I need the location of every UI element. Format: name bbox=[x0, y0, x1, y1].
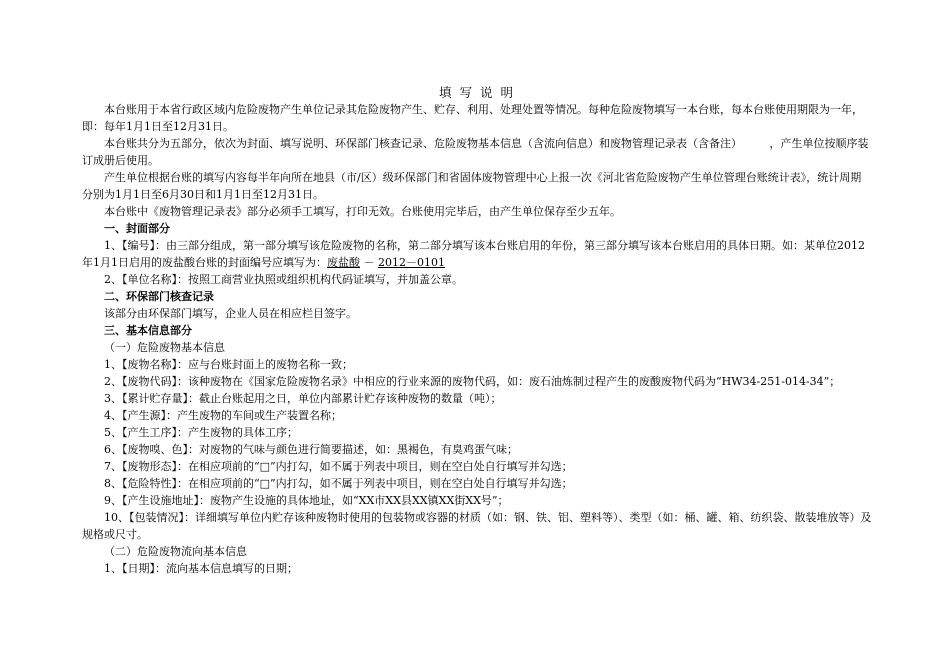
section-heading-cover: 一、封面部分 bbox=[104, 222, 170, 235]
section-heading-basic-info: 三、基本信息部分 bbox=[104, 324, 192, 337]
section-heading-inspection: 二、环保部门核查记录 bbox=[104, 290, 214, 303]
code-example-year: 2012 bbox=[378, 256, 406, 269]
basic-info-item: 5、【产生工序】：产生废物的具体工序； bbox=[104, 426, 298, 439]
basic-info-item: 7、【废物形态】：在相应项前的“□”内打勾，如不属于列表中项目，则在空白处自行填写并勾选； bbox=[104, 460, 573, 473]
basic-info-item: 10、【包装情况】：详细填写单位内贮存该种废物时使用的包装物或容器的材质（如：钢、铁、铝、塑料等）、类型（如：桶、罐、箱、纺织袋、散装堆放等）及规格或尺寸。 bbox=[82, 511, 872, 541]
basic-info-item: 1、【废物名称】：应与台账封面上的废物名称一致； bbox=[104, 358, 353, 371]
flow-info-item: 1、【日期】：流向基本信息填写的日期； bbox=[104, 562, 298, 575]
code-example-date: 0101 bbox=[417, 256, 445, 269]
intro-paragraph-2: 本台账共分为五部分，依次为封面、填写说明、环保部门核查记录、危险废物基本信息（含流向信息）和废物管理记录表（含备注） ，产生单位按顺序装订成册后使用。 bbox=[82, 137, 869, 167]
code-example-name: 废盐酸 bbox=[327, 256, 360, 269]
document-title: 填 写 说 明 bbox=[439, 85, 515, 100]
inspection-body: 该部分由环保部门填写，企业人员在相应栏目签字。 bbox=[104, 307, 357, 320]
code-example-separator: － bbox=[360, 256, 378, 269]
cover-item-number-text: 1、【编号】：由三部分组成，第一部分填写该危险废物的名称，第二部分填写该本台账启用的年份，第三部分填写该本台账启用的具体日期。如：某单位2012年1月1日启用的废盐酸台账的封面编号应填写为： bbox=[82, 239, 865, 269]
basic-info-item: 8、【危险特性】：在相应项前的“□”内打勾，如不属于列表中项目，则在空白处自行填写并勾选； bbox=[104, 477, 573, 490]
intro-paragraph-1: 本台账用于本省行政区域内危险废物产生单位记录其危险废物产生、贮存、利用、处理处置等情况。每种危险废物填写一本台账，每本台账使用期限为一年，即：每年1月1日至12月31日。 bbox=[82, 103, 863, 133]
basic-info-item: 4、【产生源】：产生废物的车间或生产装置名称； bbox=[104, 409, 342, 422]
cover-item-number bbox=[82, 237, 872, 271]
basic-info-item: 2、【废物代码】：该种废物在《国家危险废物名录》中相应的行业来源的废物代码，如：废石油炼制过程产生的废酸废物代码为“HW34-251-014-34”； bbox=[104, 375, 841, 388]
basic-info-item: 9、【产生设施地址】：废物产生设施的具体地址，如“XX市XX县XX镇XX街XX号”； bbox=[104, 494, 509, 507]
code-example-separator-2: － bbox=[406, 256, 417, 269]
basic-info-item: 3、【累计贮存量】：截止台账起用之日，单位内部累计贮存该种废物的数量（吨）； bbox=[104, 392, 502, 405]
subsection-waste-flow-info: （二）危险废物流向基本信息 bbox=[104, 545, 247, 558]
intro-paragraph-4: 本台账中《废物管理记录表》部分必须手工填写，打印无效。台账使用完毕后，由产生单位保存至少五年。 bbox=[104, 205, 621, 218]
subsection-waste-basic-info: （一）危险废物基本信息 bbox=[104, 341, 225, 354]
basic-info-item: 6、【废物嗅、色】：对废物的气味与颜色进行简要描述，如：黑褐色，有臭鸡蛋气味； bbox=[104, 443, 518, 456]
cover-item-unit-name: 2、【单位名称】：按照工商营业执照或组织机构代码证填写，并加盖公章。 bbox=[104, 273, 463, 286]
document-page bbox=[82, 84, 872, 577]
intro-paragraph-3: 产生单位根据台账的填写内容每半年向所在地县（市/区）级环保部门和省固体废物管理中心上报一次《河北省危险废物产生单位管理台账统计表》，统计周期分别为1月1日至6月30日和1月1日至12月31日。 bbox=[82, 171, 862, 201]
